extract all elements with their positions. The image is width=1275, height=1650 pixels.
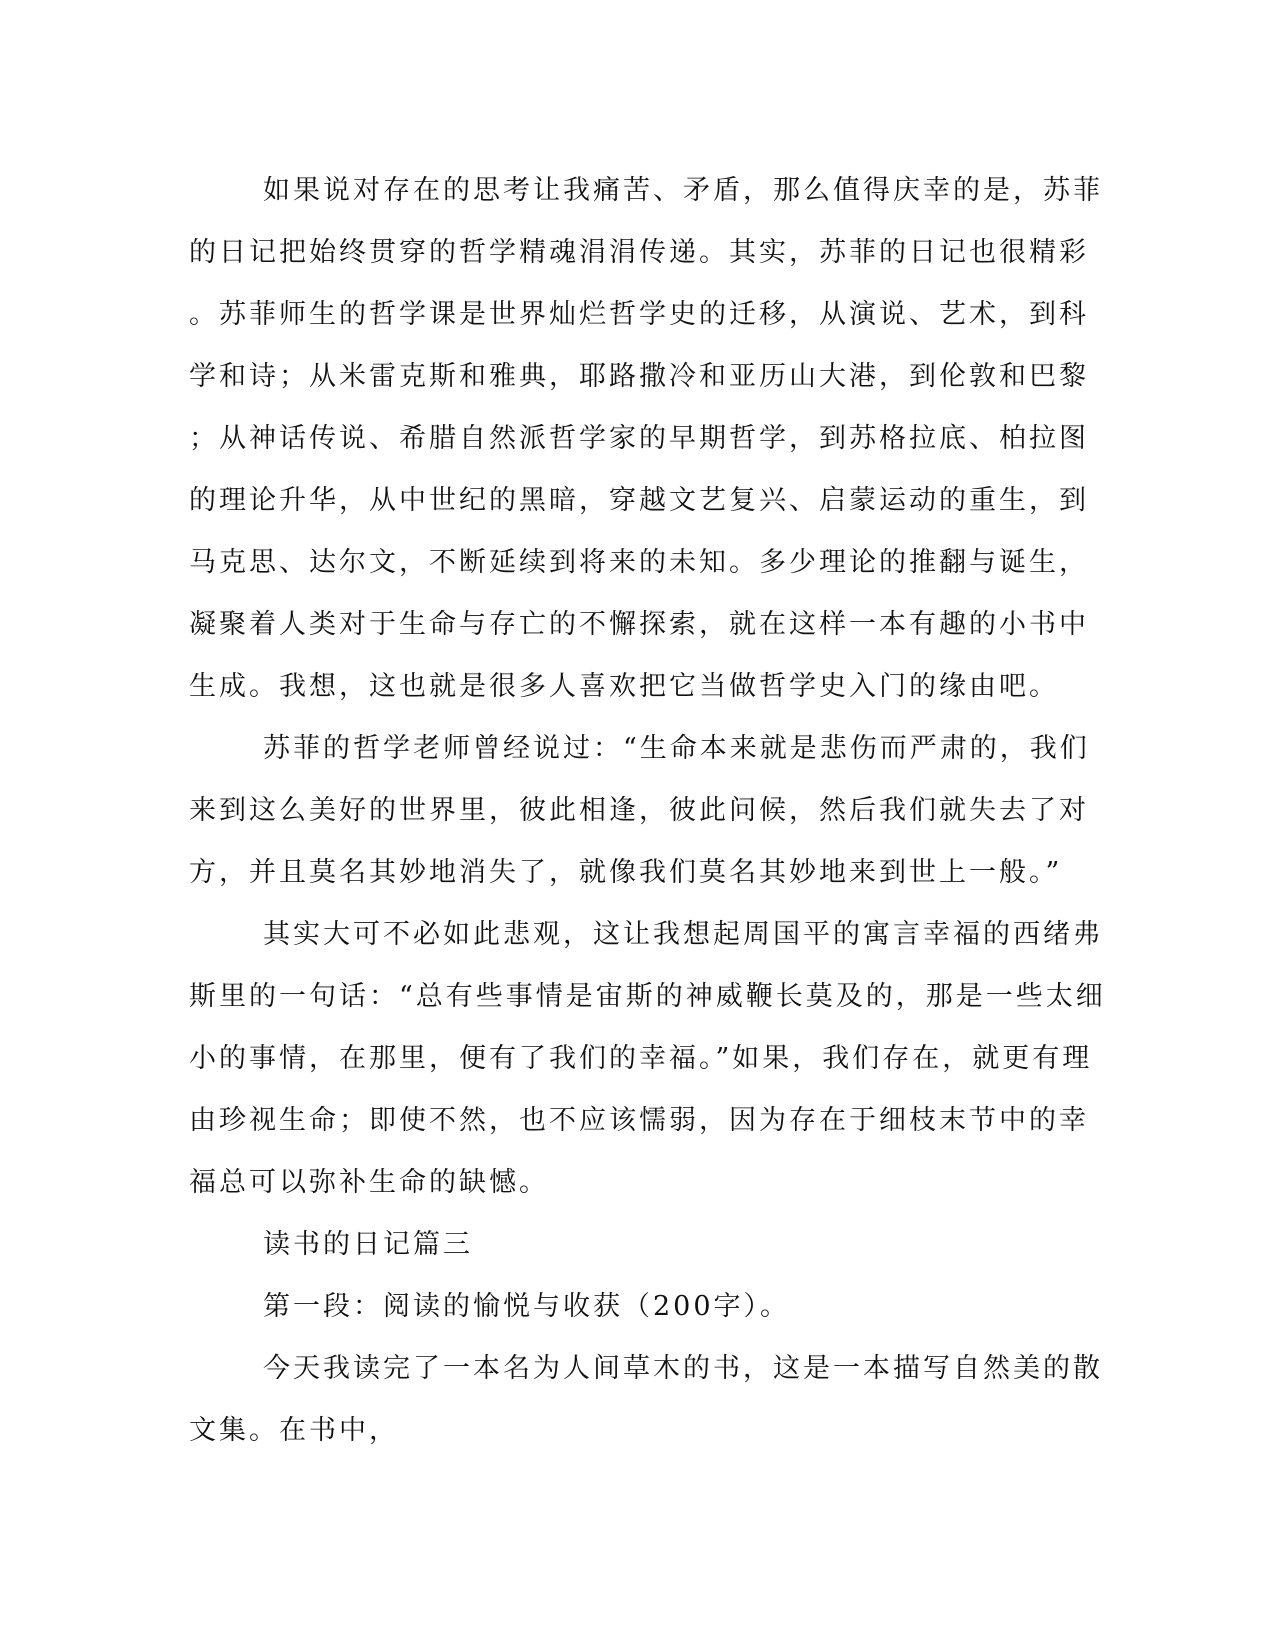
document-body bbox=[189, 160, 1106, 1462]
paragraph-3-line-5: 福总可以弥补生命的缺憾。 bbox=[189, 1167, 549, 1198]
paragraph-4-line-1: 今天我读完了一本名为人间草木的书，这是一本描写自然美的散 bbox=[263, 1353, 1103, 1384]
paragraph-1-line-1: 如果说对存在的思考让我痛苦、矛盾，那么值得庆幸的是，苏菲 bbox=[263, 175, 1103, 206]
section-heading: 读书的日记篇三 bbox=[263, 1229, 473, 1260]
paragraph-1-line-5: ；从神话传说、希腊自然派哲学家的早期哲学，到苏格拉底、柏拉图 bbox=[189, 423, 1089, 454]
paragraph-2-line-1: 苏菲的哲学老师曾经说过：“生命本来就是悲伤而严肃的，我们 bbox=[263, 733, 1090, 764]
paragraph-1-line-3: 。苏菲师生的哲学课是世界灿烂哲学史的迁移，从演说、艺术，到科 bbox=[189, 299, 1089, 330]
paragraph-3-line-2: 斯里的一句话：“总有些事情是宙斯的神威鞭长莫及的，那是一些太细 bbox=[189, 981, 1106, 1012]
paragraph-1-line-7: 马克思、达尔文，不断延续到将来的未知。多少理论的推翻与诞生， bbox=[189, 547, 1089, 578]
paragraph-2-line-3: 方，并且莫名其妙地消失了，就像我们莫名其妙地来到世上一般。” bbox=[189, 857, 1063, 888]
paragraph-1-line-4: 学和诗；从米雷克斯和雅典，耶路撒冷和亚历山大港，到伦敦和巴黎 bbox=[189, 361, 1089, 392]
paragraph-4-line-2: 文集。在书中， bbox=[189, 1415, 399, 1446]
paragraph-1-line-9: 生成。我想，这也就是很多人喜欢把它当做哲学史入门的缘由吧。 bbox=[189, 671, 1059, 702]
paragraph-3-line-4: 由珍视生命；即使不然，也不应该懦弱，因为存在于细枝末节中的幸 bbox=[189, 1105, 1089, 1136]
paragraph-1-line-2: 的日记把始终贯穿的哲学精魂涓涓传递。其实，苏菲的日记也很精彩 bbox=[189, 237, 1089, 268]
paragraph-3-line-3: 小的事情，在那里，便有了我们的幸福。”如果，我们存在，就更有理 bbox=[189, 1043, 1093, 1074]
paragraph-1-line-8: 凝聚着人类对于生命与存亡的不懈探索，就在这样一本有趣的小书中 bbox=[189, 609, 1089, 640]
paragraph-3-line-1: 其实大可不必如此悲观，这让我想起周国平的寓言幸福的西绪弗 bbox=[263, 919, 1103, 950]
paragraph-1-line-6: 的理论升华，从中世纪的黑暗，穿越文艺复兴、启蒙运动的重生，到 bbox=[189, 485, 1089, 516]
subsection-heading: 第一段：阅读的愉悦与收获（200字）。 bbox=[263, 1291, 791, 1322]
paragraph-2-line-2: 来到这么美好的世界里，彼此相逢，彼此问候，然后我们就失去了对 bbox=[189, 795, 1089, 826]
